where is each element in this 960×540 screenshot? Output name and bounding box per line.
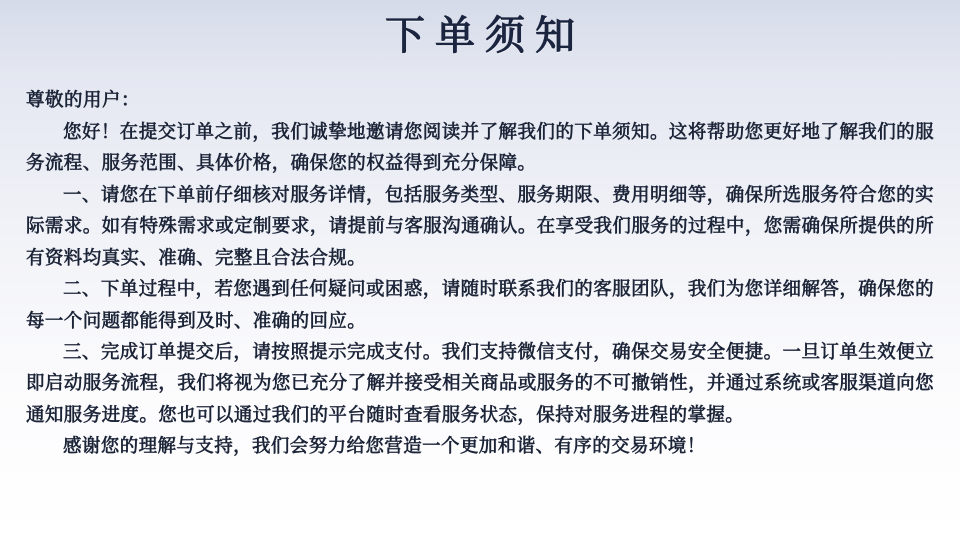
title-banner [0, 0, 960, 72]
paragraph-closing: 感谢您的理解与支持，我们会努力给您营造一个更加和谐、有序的交易环境！ [63, 436, 706, 458]
document-body [0, 72, 960, 540]
paragraph-item-one: 一、请您在下单前仔细核对服务详情，包括服务类型、服务期限、费用明细等，确保所选服务符合您的实际需求。如有特殊需求或定制要求，请提前与客服沟通确认。在享受我们服务的过程中，您需确保所提供的所有资料均真实、准确、完整且合法合规。 [26, 184, 934, 269]
salutation: 尊敬的用户： [26, 90, 141, 111]
paragraph-item-three: 三、完成订单提交后，请按照提示完成支付。我们支持微信支付，确保交易安全便捷。一旦订单生效便立即启动服务流程，我们将视为您已充分了解并接受相关商品或服务的不可撤销性，并通过系统或客服渠道向您通知服务进度。您也可以通过我们的平台随时查看服务状态，保持对服务进程的掌握。 [26, 342, 934, 426]
paragraph-item-two: 二、下单过程中，若您遇到任何疑问或困惑，请随时联系我们的客服团队，我们为您详细解答，确保您的每一个问题都能得到及时、准确的回应。 [26, 279, 934, 332]
page-title: 下单须知 [385, 12, 585, 59]
paragraph-intro: 您好！在提交订单之前，我们诚挚地邀请您阅读并了解我们的下单须知。这将帮助您更好地了解我们的服务流程、服务范围、具体价格，确保您的权益得到充分保障。 [26, 121, 934, 175]
